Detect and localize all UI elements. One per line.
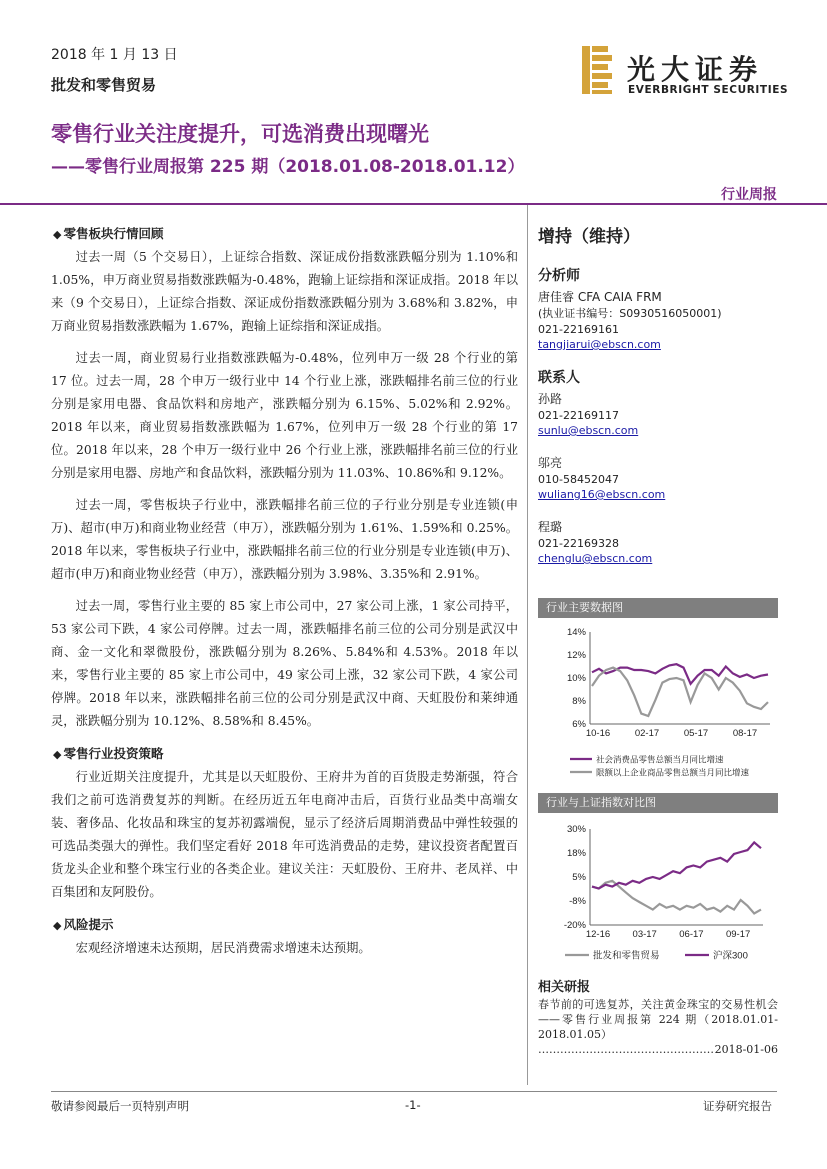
legend-label: 限额以上企业商品零售总额当月同比增速 [596,767,750,778]
paragraph: 过去一周（5 个交易日），上证综合指数、深证成份指数涨跌幅分别为 1.10%和 1.05%，申万商业贸易指数涨跌幅为-0.48%，跑输上证综指和深证成指。2018 年以来（9 个交易日），上证综合指数、深证成份指数涨跌幅分别为 3.68%和 3.82%，申万商业贸易指数涨跌幅为 1.67%，跑输上证综指和深证成指。 [51,250,518,333]
page-number: -1- [405,1098,421,1112]
contact-phone: 010-58452047 [538,472,619,486]
section-heading: ◆ 风险提示 [53,917,114,932]
x-tick-label: 06-17 [679,929,704,940]
x-tick-label: 05-17 [683,728,709,739]
logo-text-en: EVERBRIGHT SECURITIES [628,84,789,96]
x-tick-label: 02-17 [634,728,660,739]
x-tick-label: 12-16 [585,929,611,940]
y-tick-label: -20% [563,920,586,931]
analyst-heading: 分析师 [538,268,580,284]
paragraph: 宏观经济增速未达预期，居民消费需求增速未达预期。 [75,941,371,955]
index-comparison-chart [538,817,778,967]
y-tick-label: 10% [566,673,586,684]
y-tick-label: 8% [572,696,586,707]
everbright-logo-icon [582,46,612,94]
related-date: 2018-01-06 [714,1043,778,1056]
paragraph: 过去一周，商业贸易行业指数涨跌幅为-0.48%，位列申万一级 28 个行业的第 17 位。过去一周，28 个申万一级行业中 14 个行业上涨，涨跌幅排名前三位的行业分别是家用电器、食品饮料和房地产，涨跌幅分别为 6.15%、5.02%和 2.92%。2018 年以来，商业贸易指数涨跌幅为 1.67%，位列申万一级 28 个行业的第 17 位。2018 年以来，28 个申万一级行业中 26 个行业上涨，涨跌幅排名前三位的行业分别是家用电器、房地产和食品饮料，涨跌幅分别为 11.03%、10.86%和 9.12%。 [51,351,518,480]
logo-text-cn: 光大证券 [627,53,764,86]
chart1-title: 行业主要数据图 [538,598,778,618]
page-title: 零售行业关注度提升，可选消费出现曙光 [51,122,429,146]
y-tick-label: 18% [566,848,586,859]
report-type: 行业周报 [721,187,777,203]
contact-phone: 021-22169117 [538,408,619,422]
footer-divider [51,1091,777,1092]
paragraph: 过去一周，零售行业主要的 85 家上市公司中，27 家公司上涨，1 家公司持平，53 家公司下跌，4 家公司停牌。过去一周，涨跌幅排名前三位的公司分别是武汉中商、金一文化和翠微股份，涨跌幅分别为 8.26%、5.84%和 4.53%。2018 年以来，零售行业主要的 85 家上市公司中，49 家公司上涨，32 家公司下跌，4 家公司停牌。2018 年以来，涨跌幅排名前三位的公司分别是武汉中商、天虹股份和莱绅通灵，涨跌幅分别为 10.12%、8.58%和 8.45%。 [51,599,518,728]
contact-email-link[interactable]: chenglu@ebscn.com [538,552,653,565]
paragraph: 行业近期关注度提升，尤其是以天虹股份、王府井为首的百货股走势渐强，符合我们之前可选消费复苏的判断。在经历近五年电商冲击后，百货行业品类中高端女装、奢侈品、化妆品和珠宝的复苏初露端倪，显示了经济后周期消费品中弹性较强的可选品类强大的弹性。我们坚定看好 2018 年可选消费品的走势，建议投资者配置百货龙头企业和整个珠宝行业的各类企业。建议关注：天虹股份、王府井、老凤祥、中百集团和友阿股份。 [51,770,518,899]
contact-name: 邬亮 [538,455,563,470]
page-subtitle: ——零售行业周报第 225 期（2018.01.08-2018.01.12） [51,157,525,177]
series-line [592,842,761,888]
y-tick-label: 5% [572,872,586,883]
y-tick-label: -8% [569,896,586,907]
sector-name: 批发和零售贸易 [51,76,157,94]
footer-report-label: 证券研究报告 [703,1099,772,1113]
section-heading: ◆ 零售板块行情回顾 [53,226,164,241]
contact-email-link[interactable]: sunlu@ebscn.com [538,424,639,437]
sidebar [538,222,778,567]
leader-dots: ………………………………………… [538,1043,714,1056]
analyst-name: 唐佳睿 CFA CAIA FRM [538,290,662,304]
retail-data-chart [538,622,778,782]
column-divider [527,205,528,1085]
contact-email-link[interactable]: wuliang16@ebscn.com [538,488,666,501]
legend-label: 沪深300 [713,950,748,962]
related-heading: 相关研报 [538,980,591,995]
diamond-bullet-icon: ◆ [53,748,62,761]
section-heading: ◆ 零售行业投资策略 [53,746,164,761]
legend-label: 批发和零售贸易 [593,950,660,962]
contact-phone: 021-22169328 [538,536,619,550]
diamond-bullet-icon: ◆ [53,919,62,932]
y-tick-label: 12% [566,650,586,661]
x-tick-label: 03-17 [632,929,657,940]
diamond-bullet-icon: ◆ [53,228,62,241]
report-date: 2018 年 1 月 13 日 [51,47,178,63]
contact-heading: 联系人 [538,369,580,386]
y-tick-label: 14% [566,627,586,638]
x-tick-label: 10-16 [585,728,611,739]
series-line [592,664,768,684]
analyst-phone: 021-22169161 [538,322,619,336]
y-tick-label: 6% [572,719,586,730]
rating: 增持（维持） [538,227,640,247]
x-tick-label: 09-17 [725,929,751,940]
x-tick-label: 08-17 [732,728,758,739]
related-report-link[interactable]: 春节前的可选复苏，关注黄金珠宝的交易性机会——零售行业周报第 224 期（2018.01.01-2018.01.05） [538,998,778,1041]
chart2-title: 行业与上证指数对比图 [538,793,778,813]
header-divider [0,203,827,205]
analyst-email-link[interactable]: tangjiarui@ebscn.com [538,338,661,351]
paragraph: 过去一周，零售板块子行业中，涨跌幅排名前三位的子行业分别是专业连锁(申万)、超市(申万)和商业物业经营（申万），涨跌幅分别为 1.61%、1.59%和 0.25%。2018 年以来，零售板块子行业中，涨跌幅排名前三位的行业分别是专业连锁(申万)、超市(申万)和商业物业经营（申万），涨跌幅分别为 3.98%、3.35%和 2.91%。 [51,498,518,581]
contact-name: 孙路 [538,391,563,406]
series-line [592,881,761,914]
series-line [592,668,768,716]
main-column [51,222,518,969]
legend-label: 社会消费品零售总额当月同比增速 [596,754,724,765]
related-research [538,980,778,1057]
contact-name: 程璐 [538,519,563,534]
footer-disclaimer: 敬请参阅最后一页特别声明 [51,1099,189,1113]
y-tick-label: 30% [566,824,586,835]
analyst-cert: (执业证书编号：S0930516050001) [538,307,722,320]
